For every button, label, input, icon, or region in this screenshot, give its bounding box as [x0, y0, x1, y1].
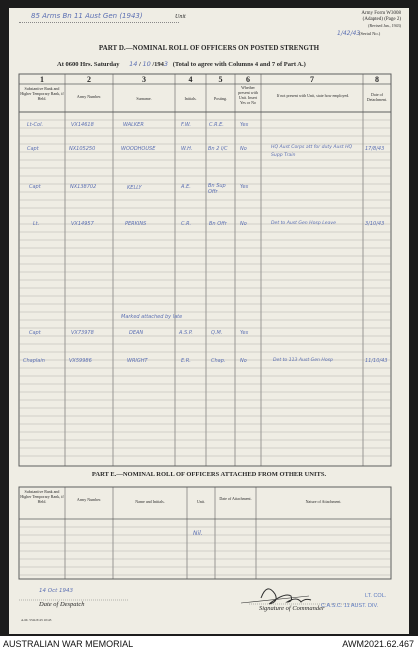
unit-value: 85 Arms Bn 11 Aust Gen (1943) — [31, 12, 143, 20]
date-suffix: (Total to agree with Columns 4 and 7 of Part A.) — [172, 61, 306, 68]
row2-number: NX105250 — [69, 146, 96, 152]
col-header-initials: Initials. — [184, 96, 197, 101]
row6-number: VX73978 — [71, 330, 94, 336]
row2-posting: Bn 2 I/C — [208, 146, 228, 152]
caption-bar — [0, 636, 418, 653]
row6-surname: DEAN — [129, 330, 144, 336]
despatch-value: 14 Oct 1943 — [39, 588, 74, 594]
row3-rank: Capt — [29, 184, 41, 190]
row4-rank: Lt. — [33, 221, 40, 227]
e-header-name: Name and Initials. — [135, 499, 165, 504]
col-header-army-number: Army Number. — [76, 94, 102, 99]
row2-surname: WOODHOUSE — [121, 146, 156, 152]
form-name: Army Form W3008 — [361, 11, 401, 16]
row2-employed: HQ Aust Corps att for duty Aust HQ Supp Train — [271, 145, 353, 158]
row4-present: No — [240, 221, 247, 227]
stamp-line-2: C.A.S.C. 11 AUST. DIV. — [321, 603, 379, 609]
col-number-3: 3 — [142, 75, 146, 84]
col-header-surname: Surname. — [136, 96, 152, 101]
row2-present: No — [240, 146, 247, 152]
row5-note: Marked attached by late — [121, 314, 183, 320]
unit-label: Unit — [175, 14, 186, 20]
caption-right: AWM2021.62.467 — [342, 639, 414, 649]
col-header-present: Whether present with Unit. Insert Yes or No — [238, 85, 258, 105]
date-month: 10 — [142, 60, 151, 68]
date-day: 14 — [129, 60, 138, 68]
date-prefix: At 0600 Hrs. Saturday — [57, 61, 120, 68]
row4-employed: Det to Aust Gen Hosp Leave — [271, 221, 336, 226]
part-e-nil: Nil. — [193, 530, 203, 537]
col-number-8: 8 — [375, 75, 379, 84]
row3-present: Yes — [240, 184, 249, 190]
row1-initials: F.W. — [181, 122, 191, 128]
part-e-title: PART E.—NOMINAL ROLL OF OFFICERS ATTACHED FROM OTHER UNITS. — [91, 471, 327, 478]
row7-posting: Chap. — [211, 358, 226, 364]
date-year-ink: 3 — [163, 60, 169, 68]
e-header-nature: Nature of Attachment. — [305, 499, 342, 504]
e-header-rank: Substantive Rank and Higher Temporary Rank, if Held. — [20, 489, 64, 504]
form-adapted: (Adapted) (Page 2) — [362, 17, 401, 22]
document-sheet — [9, 8, 409, 634]
row7-rank: Chaplain — [23, 358, 45, 364]
row1-number: VX14618 — [71, 122, 94, 128]
row7-initials: E.R. — [181, 358, 191, 364]
row3-number: NX138702 — [70, 184, 97, 190]
caption-left: AUSTRALIAN WAR MEMORIAL — [3, 639, 134, 649]
col-number-1: 1 — [40, 75, 44, 84]
date-year: /194 — [152, 61, 164, 68]
part-d-grid — [9, 8, 409, 634]
row4-surname: PERKINS — [125, 221, 147, 227]
row3-posting: Bn Sup Offr — [208, 183, 226, 195]
row3-initials: A.E. — [181, 184, 191, 190]
row2-date: 17/8/43 — [365, 146, 385, 152]
row2-initials: W.H. — [181, 146, 193, 152]
col-number-6: 6 — [246, 75, 250, 84]
col-number-7: 7 — [310, 75, 314, 84]
row1-rank: Lt-Col. — [27, 122, 44, 128]
row6-present: Yes — [240, 330, 249, 336]
row3-surname: KELLY — [127, 185, 142, 191]
row1-posting: C.R.E. — [209, 122, 224, 128]
row4-posting: Bn Offr — [209, 221, 227, 227]
e-header-unit: Unit. — [196, 499, 206, 504]
row7-number: VX59986 — [69, 358, 92, 364]
row6-rank: Capt — [29, 330, 41, 336]
serial-value: 1/42/43 — [337, 30, 361, 37]
col-header-posting: Posting. — [213, 96, 227, 101]
col-number-5: 5 — [218, 75, 223, 84]
row1-surname: WALKER — [123, 122, 144, 128]
col-header-rank: Substantive Rank and Higher Temporary Rank, if Held. — [20, 86, 64, 101]
despatch-label: Date of Despatch — [39, 601, 85, 608]
row1-present: Yes — [240, 122, 249, 128]
row2-rank: Capt — [27, 146, 39, 152]
row4-date: 3/10/43 — [365, 221, 385, 227]
stamp-line-1: LT. COL. — [365, 593, 387, 599]
e-header-date: Date of Attachment. — [219, 496, 252, 501]
col-header-employed: If not present with Unit, state how employed. — [276, 93, 350, 98]
signature-label: Signature of Commander — [259, 605, 325, 612]
form-revised: (Revised Jan., 1943) — [368, 23, 401, 28]
part-d-title: PART D.—NOMINAL ROLL OF OFFICERS ON POSTED STRENGTH — [98, 44, 320, 52]
row6-initials: A.S.P. — [179, 330, 193, 336]
row7-employed: Det to 113 Aust Gen Hosp — [273, 358, 333, 363]
print-code: A.M. 55m 8/43 10/43 — [21, 618, 52, 622]
date-sep: / — [139, 61, 141, 68]
row7-date: 11/10/43 — [365, 358, 388, 364]
row6-posting: Q.M. — [211, 330, 223, 336]
row7-present: No — [240, 358, 247, 364]
row4-initials: C.R. — [181, 221, 192, 227]
row7-surname: WRIGHT — [127, 358, 148, 364]
serial-label: (Serial No.) — [359, 31, 381, 36]
col-number-2: 2 — [87, 75, 91, 84]
col-header-date: Date of Detachment. — [366, 92, 388, 102]
row4-number: VX14957 — [71, 221, 94, 227]
col-number-4: 4 — [188, 75, 193, 84]
e-header-number: Army Number. — [76, 497, 102, 502]
